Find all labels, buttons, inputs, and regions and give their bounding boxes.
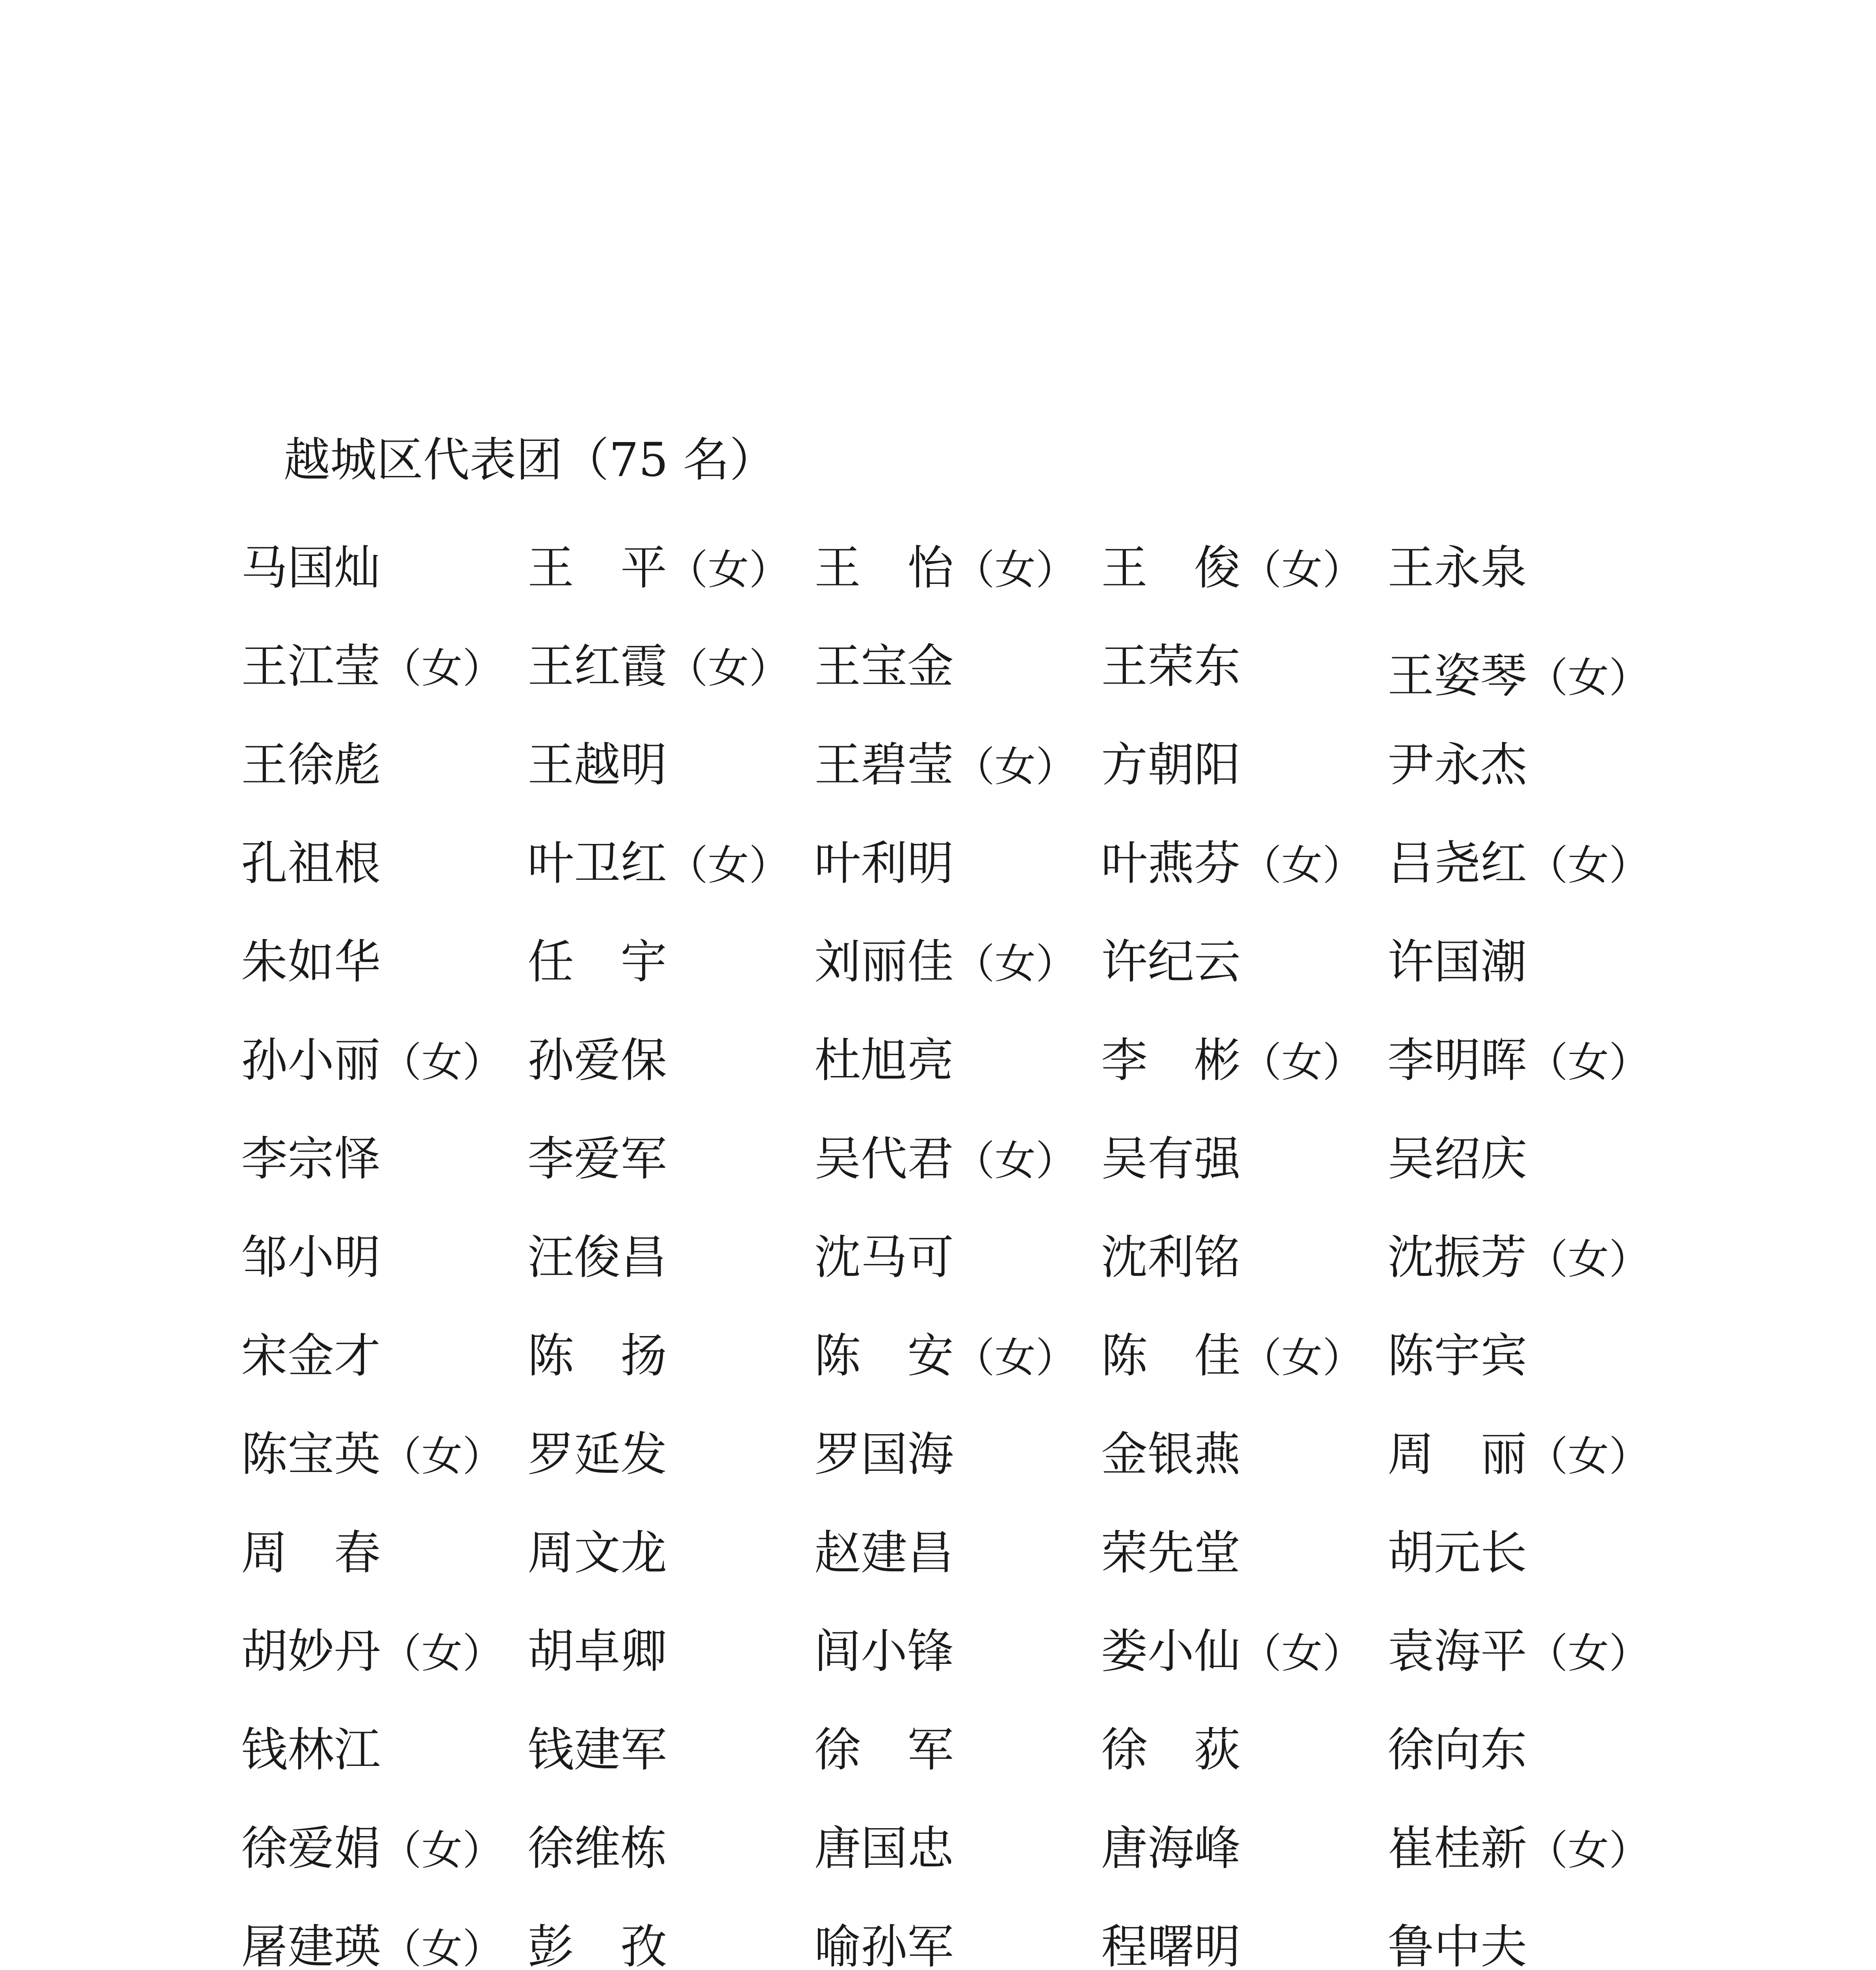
gender-note: （ 女 ） [1527, 1235, 1650, 1283]
delegate-entry [814, 541, 1098, 595]
delegate-entry [814, 1920, 1098, 1970]
delegate-entry [814, 1230, 1098, 1284]
gender-note: （ 女 ） [381, 1038, 503, 1086]
delegate-entry [528, 541, 811, 595]
roster-row [241, 1821, 1699, 1924]
delegate-entry [528, 1033, 811, 1087]
delegate-entry [241, 639, 525, 693]
delegate-entry [241, 738, 525, 792]
delegate-name: 吕尧红 [1387, 836, 1527, 890]
delegate-entry [241, 935, 525, 989]
delegate-name: 李宗怿 [241, 1132, 381, 1186]
delegate-name: 胡妙丹 [241, 1624, 381, 1678]
delegate-name: 许纪云 [1101, 935, 1241, 989]
delegate-name: 徐 荻 [1101, 1723, 1241, 1777]
delegate-name: 王宝金 [814, 639, 954, 693]
roster-row [241, 1230, 1699, 1333]
gender-note: （ 女 ） [954, 1334, 1077, 1382]
delegate-name: 叶利明 [814, 836, 954, 890]
delegate-name: 胡卓卿 [528, 1624, 667, 1678]
gender-note: （ 女 ） [381, 1826, 503, 1874]
delegate-name: 崔桂新 [1387, 1821, 1527, 1875]
delegate-entry [1101, 1329, 1385, 1383]
delegate-name: 徐 军 [814, 1723, 954, 1777]
roster-row [241, 1329, 1699, 1431]
delegate-name: 陈宇宾 [1387, 1329, 1527, 1383]
gender-note: （ 女 ） [1527, 1038, 1650, 1086]
gender-note: （ 女 ） [954, 546, 1077, 594]
gender-note: （ 女 ） [1241, 1334, 1363, 1382]
gender-note: （ 女 ） [667, 841, 790, 889]
delegate-entry [241, 1526, 525, 1580]
delegate-name: 吴代君 [814, 1132, 954, 1186]
delegate-entry [814, 738, 1098, 792]
delegate-entry [814, 1427, 1098, 1481]
delegate-name: 钱林江 [241, 1723, 381, 1777]
delegate-name: 王 平 [528, 541, 667, 595]
delegate-entry [814, 1624, 1098, 1678]
delegate-entry [1101, 1132, 1385, 1186]
delegate-name: 彭 孜 [528, 1920, 667, 1970]
delegate-name: 徐向东 [1387, 1723, 1527, 1777]
delegate-name: 朱如华 [241, 935, 381, 989]
delegate-name: 杜旭亮 [814, 1033, 954, 1087]
delegate-entry [1387, 649, 1671, 703]
delegate-entry [528, 935, 811, 989]
delegate-entry [1387, 541, 1671, 595]
delegate-entry [1101, 935, 1385, 989]
delegate-name: 屠建瑛 [241, 1920, 381, 1970]
delegate-name: 王荣东 [1101, 639, 1241, 693]
delegate-name: 叶燕芬 [1101, 836, 1241, 890]
delegate-name: 徐爱娟 [241, 1821, 381, 1875]
delegate-entry [814, 1033, 1098, 1087]
delegate-entry [1387, 1723, 1671, 1777]
roster-row [241, 1624, 1699, 1727]
delegate-name: 尹永杰 [1387, 738, 1527, 792]
delegate-name: 沈振芳 [1387, 1230, 1527, 1284]
delegate-name: 王姿琴 [1387, 649, 1527, 703]
delegate-name: 罗国海 [814, 1427, 954, 1481]
delegate-entry [1387, 1427, 1671, 1481]
delegate-name: 唐海峰 [1101, 1821, 1241, 1875]
delegate-entry [528, 1132, 811, 1186]
delegate-entry [241, 1427, 525, 1481]
delegate-name: 周 春 [241, 1526, 381, 1580]
delegate-entry [1101, 1033, 1385, 1087]
delegate-name: 孙小丽 [241, 1033, 381, 1087]
delegate-entry [1387, 935, 1671, 989]
delegate-entry [528, 1624, 811, 1678]
delegate-name: 吴绍庆 [1387, 1132, 1527, 1186]
delegate-entry [1387, 1920, 1671, 1970]
gender-note: （ 女 ） [954, 743, 1077, 791]
delegate-entry [1101, 541, 1385, 595]
gender-note: （ 女 ） [1241, 1629, 1363, 1677]
delegate-name: 李明晖 [1387, 1033, 1527, 1087]
delegate-name: 罗延发 [528, 1427, 667, 1481]
delegate-name: 金银燕 [1101, 1427, 1241, 1481]
delegation-title: 越城区代表团（75 名） [284, 433, 776, 487]
roster-row [241, 1920, 1699, 1970]
delegate-entry [241, 1329, 525, 1383]
gender-note: （ 女 ） [381, 1432, 503, 1480]
delegate-entry [1387, 738, 1671, 792]
roster-row [241, 1427, 1699, 1530]
delegate-roster [241, 541, 1699, 1970]
delegate-entry [1387, 1624, 1671, 1678]
delegate-entry [528, 1920, 811, 1970]
delegate-entry [1101, 1526, 1385, 1580]
delegate-name: 荣先堂 [1101, 1526, 1241, 1580]
delegate-name: 吴有强 [1101, 1132, 1241, 1186]
delegate-entry [241, 1821, 525, 1875]
delegate-name: 方朝阳 [1101, 738, 1241, 792]
delegate-entry [814, 1723, 1098, 1777]
delegate-name: 陈 安 [814, 1329, 954, 1383]
roster-row [241, 541, 1699, 643]
delegate-name: 邹小明 [241, 1230, 381, 1284]
delegate-name: 李 彬 [1101, 1033, 1241, 1087]
delegate-entry [528, 639, 811, 693]
delegate-entry [1101, 1427, 1385, 1481]
delegate-entry [528, 1821, 811, 1875]
roster-row [241, 639, 1699, 742]
delegate-entry [814, 1526, 1098, 1580]
delegate-name: 王红霞 [528, 639, 667, 693]
delegate-name: 沈利铭 [1101, 1230, 1241, 1284]
delegate-name: 赵建昌 [814, 1526, 954, 1580]
delegate-entry [528, 1427, 811, 1481]
delegate-entry [528, 1526, 811, 1580]
delegate-entry [1101, 1723, 1385, 1777]
delegate-name: 鲁中夫 [1387, 1920, 1527, 1970]
delegate-entry [1387, 1821, 1671, 1875]
gender-note: （ 女 ） [1527, 654, 1650, 702]
delegate-entry [1101, 639, 1385, 693]
delegate-entry [1387, 836, 1671, 890]
roster-row [241, 935, 1699, 1037]
delegate-name: 王 俊 [1101, 541, 1241, 595]
delegate-entry [1101, 738, 1385, 792]
gender-note: （ 女 ） [1527, 1432, 1650, 1480]
delegate-entry [241, 1230, 525, 1284]
delegate-entry [528, 738, 811, 792]
gender-note: （ 女 ） [381, 1925, 503, 1970]
delegate-entry [814, 836, 1098, 890]
delegate-entry [528, 836, 811, 890]
delegate-name: 叶卫红 [528, 836, 667, 890]
delegate-name: 陈 佳 [1101, 1329, 1241, 1383]
gender-note: （ 女 ） [381, 1629, 503, 1677]
delegate-entry [1101, 836, 1385, 890]
gender-note: （ 女 ） [1241, 546, 1363, 594]
delegate-entry [241, 1132, 525, 1186]
delegate-entry [1101, 1624, 1385, 1678]
delegate-entry [1387, 1132, 1671, 1186]
roster-row [241, 1723, 1699, 1825]
delegate-entry [814, 639, 1098, 693]
delegate-name: 沈马可 [814, 1230, 954, 1284]
gender-note: （ 女 ） [1241, 1038, 1363, 1086]
delegate-entry [528, 1329, 811, 1383]
delegate-entry [241, 1920, 525, 1970]
delegate-name: 王永泉 [1387, 541, 1527, 595]
delegate-entry [814, 1132, 1098, 1186]
delegate-name: 王越明 [528, 738, 667, 792]
delegate-name: 王 怡 [814, 541, 954, 595]
delegate-entry [1387, 1329, 1671, 1383]
delegate-name: 闾小锋 [814, 1624, 954, 1678]
delegate-entry [1387, 1230, 1671, 1284]
delegate-entry [241, 541, 525, 595]
delegate-name: 唐国忠 [814, 1821, 954, 1875]
delegate-name: 汪俊昌 [528, 1230, 667, 1284]
delegate-name: 孔祖根 [241, 836, 381, 890]
delegate-name: 周 丽 [1387, 1427, 1527, 1481]
delegate-name: 马国灿 [241, 541, 381, 595]
delegate-name: 孙爱保 [528, 1033, 667, 1087]
delegate-entry [814, 1821, 1098, 1875]
delegate-entry [528, 1723, 811, 1777]
delegate-entry [814, 935, 1098, 989]
delegate-entry [1387, 1033, 1671, 1087]
gender-note: （ 女 ） [954, 940, 1077, 988]
delegate-name: 袁海平 [1387, 1624, 1527, 1678]
delegate-name: 娄小仙 [1101, 1624, 1241, 1678]
gender-note: （ 女 ） [1527, 841, 1650, 889]
roster-row [241, 1132, 1699, 1234]
roster-row [241, 1526, 1699, 1628]
delegate-name: 刘丽佳 [814, 935, 954, 989]
delegate-name: 陈 扬 [528, 1329, 667, 1383]
delegate-name: 许国潮 [1387, 935, 1527, 989]
gender-note: （ 女 ） [1527, 1629, 1650, 1677]
delegate-name: 钱建军 [528, 1723, 667, 1777]
delegate-name: 徐维栋 [528, 1821, 667, 1875]
delegate-name: 喻孙军 [814, 1920, 954, 1970]
gender-note: （ 女 ） [1527, 1826, 1650, 1874]
gender-note: （ 女 ） [381, 644, 503, 692]
delegate-name: 任 宇 [528, 935, 667, 989]
delegate-name: 周文龙 [528, 1526, 667, 1580]
delegate-entry [814, 1329, 1098, 1383]
delegate-entry [241, 1624, 525, 1678]
delegate-entry [528, 1230, 811, 1284]
roster-row [241, 836, 1699, 939]
delegate-entry [241, 1033, 525, 1087]
delegate-entry [1101, 1920, 1385, 1970]
gender-note: （ 女 ） [954, 1137, 1077, 1185]
gender-note: （ 女 ） [1241, 841, 1363, 889]
delegate-name: 陈宝英 [241, 1427, 381, 1481]
gender-note: （ 女 ） [667, 644, 790, 692]
delegate-name: 李爱军 [528, 1132, 667, 1186]
delegate-name: 王江莹 [241, 639, 381, 693]
delegate-name: 程曙明 [1101, 1920, 1241, 1970]
roster-row [241, 1033, 1699, 1136]
delegate-name: 胡元长 [1387, 1526, 1527, 1580]
delegate-entry [241, 1723, 525, 1777]
delegate-name: 王徐彪 [241, 738, 381, 792]
delegate-entry [241, 836, 525, 890]
delegate-entry [1387, 1526, 1671, 1580]
delegate-name: 王碧莹 [814, 738, 954, 792]
delegate-entry [1101, 1821, 1385, 1875]
gender-note: （ 女 ） [667, 546, 790, 594]
delegate-name: 宋金才 [241, 1329, 381, 1383]
roster-row [241, 738, 1699, 840]
delegate-entry [1101, 1230, 1385, 1284]
